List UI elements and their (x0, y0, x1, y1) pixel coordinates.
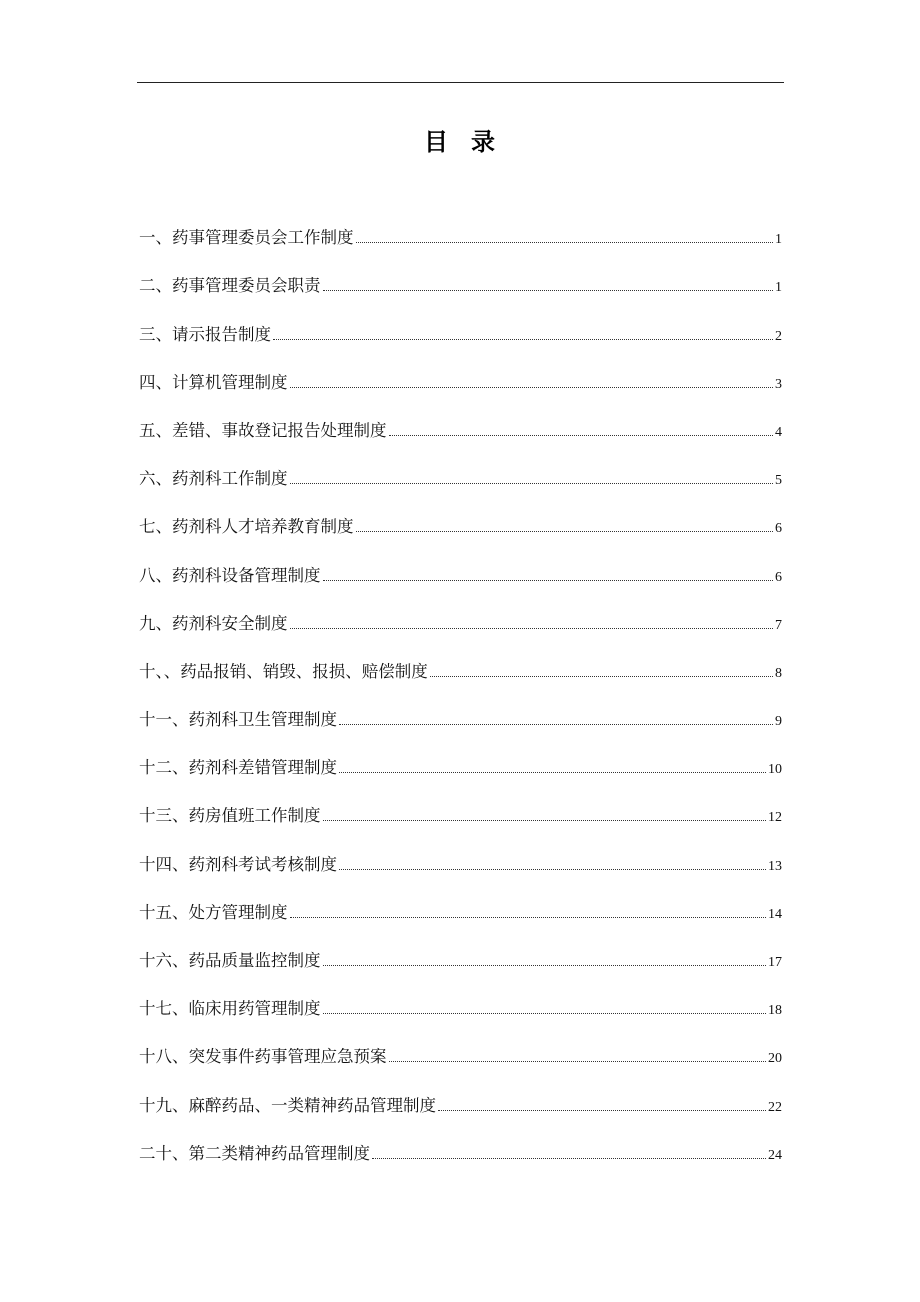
toc-entry[interactable] (139, 897, 782, 945)
toc-dot-leader (290, 628, 774, 629)
toc-page-number: 1 (775, 232, 782, 248)
toc-page-number: 1 (775, 280, 782, 296)
toc-dot-leader (372, 1158, 766, 1159)
toc-page-number: 20 (768, 1051, 782, 1067)
toc-page-number: 3 (775, 376, 782, 392)
toc-entry-label: 十四、药剂科考试考核制度 (139, 854, 337, 874)
toc-entry-label: 八、药剂科设备管理制度 (139, 565, 321, 585)
toc-dot-leader (356, 531, 774, 532)
toc-entry[interactable] (139, 945, 782, 993)
toc-dot-leader (290, 483, 774, 484)
toc-page-number: 6 (775, 521, 782, 537)
toc-dot-leader (438, 1110, 766, 1111)
toc-entry[interactable] (139, 704, 782, 752)
toc-entry-label: 十六、药品质量监控制度 (139, 951, 321, 970)
toc-dot-leader (339, 869, 766, 870)
toc-entry[interactable] (139, 270, 782, 318)
toc-page-number: 12 (768, 810, 782, 826)
toc-entry-label: 十九、麻醉药品、一类精神药品管理制度 (139, 1095, 436, 1115)
toc-entry[interactable] (139, 367, 782, 415)
toc-entry-label: 七、药剂科人才培养教育制度 (139, 517, 354, 537)
toc-entry-label: 十七、临床用药管理制度 (139, 999, 321, 1019)
toc-page-number: 9 (775, 714, 782, 730)
toc-dot-leader (323, 965, 767, 966)
table-of-contents (139, 222, 782, 1186)
page-title (0, 122, 920, 157)
toc-dot-leader (290, 917, 767, 918)
title-char-2: 录 (471, 128, 496, 156)
toc-entry[interactable] (139, 608, 782, 656)
toc-dot-leader (389, 1061, 767, 1062)
toc-entry-label: 三、请示报告制度 (139, 324, 271, 344)
toc-entry-label: 一、药事管理委员会工作制度 (139, 228, 354, 248)
toc-page-number: 14 (768, 906, 782, 922)
header-rule (137, 82, 784, 83)
toc-page-number: 18 (768, 1003, 782, 1019)
toc-page-number: 6 (775, 569, 782, 585)
toc-entry[interactable] (139, 222, 782, 270)
toc-entry[interactable] (139, 1041, 782, 1089)
toc-dot-leader (290, 387, 774, 388)
toc-dot-leader (323, 820, 767, 821)
toc-dot-leader (323, 290, 774, 291)
toc-dot-leader (339, 724, 773, 725)
toc-entry[interactable] (139, 415, 782, 463)
toc-dot-leader (389, 435, 774, 436)
toc-entry-label: 十、、药品报销、销毁、报损、赔偿制度 (139, 661, 428, 681)
toc-dot-leader (273, 339, 773, 340)
toc-entry-label: 十五、处方管理制度 (139, 902, 288, 922)
toc-page-number: 5 (775, 473, 782, 489)
toc-page-number: 8 (775, 665, 782, 681)
toc-page-number: 7 (775, 617, 782, 633)
toc-page-number: 24 (768, 1147, 782, 1163)
toc-entry[interactable] (139, 1138, 782, 1186)
toc-entry[interactable] (139, 511, 782, 559)
toc-entry[interactable] (139, 800, 782, 848)
toc-entry[interactable] (139, 752, 782, 800)
toc-entry[interactable] (139, 463, 782, 511)
toc-entry-label: 十一、药剂科卫生管理制度 (139, 710, 337, 730)
toc-entry[interactable] (139, 559, 782, 607)
toc-entry-label: 二十、第二类精神药品管理制度 (139, 1143, 370, 1163)
toc-entry[interactable] (139, 848, 782, 896)
toc-entry[interactable] (139, 993, 782, 1041)
toc-entry-label: 四、计算机管理制度 (139, 372, 288, 392)
toc-entry-label: 十八、突发事件药事管理应急预案 (139, 1047, 387, 1067)
toc-dot-leader (323, 1013, 767, 1014)
toc-entry-label: 九、药剂科安全制度 (139, 613, 288, 633)
toc-dot-leader (430, 676, 773, 677)
toc-dot-leader (323, 580, 774, 581)
toc-entry[interactable] (139, 318, 782, 366)
toc-page-number: 17 (768, 955, 782, 970)
toc-dot-leader (356, 242, 774, 243)
toc-entry[interactable] (139, 1089, 782, 1137)
toc-page-number: 22 (768, 1099, 782, 1115)
toc-entry-label: 二、药事管理委员会职责 (139, 276, 321, 296)
toc-page-number: 10 (768, 762, 782, 778)
toc-entry-label: 六、药剂科工作制度 (139, 469, 288, 489)
toc-page-number: 4 (775, 424, 782, 440)
toc-entry-label: 十三、药房值班工作制度 (139, 806, 321, 826)
toc-entry-label: 五、差错、事故登记报告处理制度 (139, 420, 387, 440)
title-char-1: 目 (424, 128, 449, 156)
toc-page-number: 13 (768, 858, 782, 874)
toc-page-number: 2 (775, 328, 782, 344)
toc-entry[interactable] (139, 656, 782, 704)
toc-dot-leader (339, 772, 766, 773)
toc-entry-label: 十二、药剂科差错管理制度 (139, 758, 337, 778)
